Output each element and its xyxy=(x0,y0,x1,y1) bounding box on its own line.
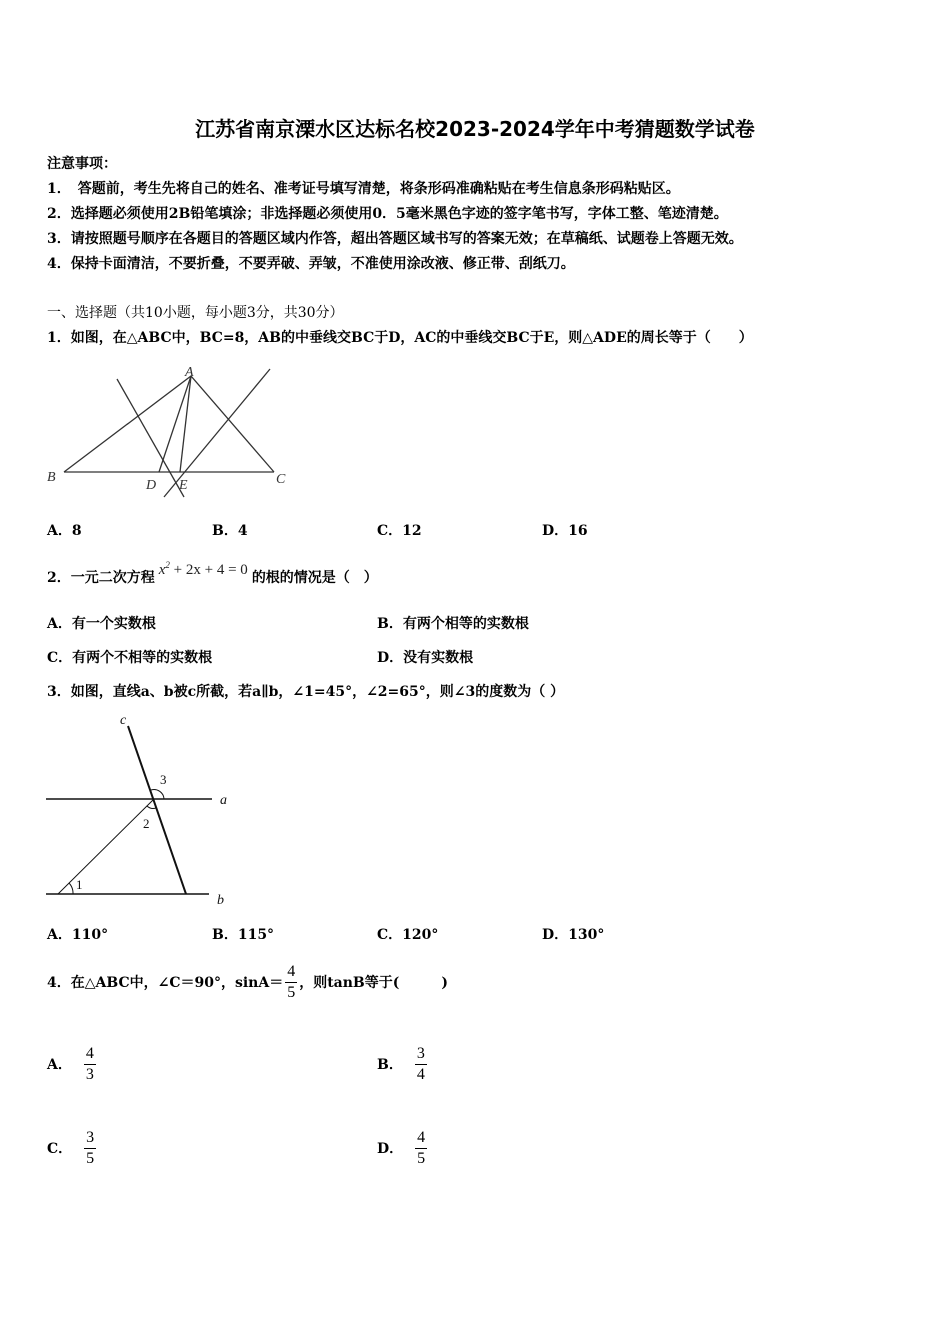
label-line-c: c xyxy=(120,713,127,728)
label-angle-3: 3 xyxy=(160,772,167,787)
segment-ab xyxy=(64,376,191,472)
option-fraction xyxy=(415,1044,427,1085)
segment-ac xyxy=(191,376,274,472)
q4-option-c[interactable] xyxy=(47,1126,96,1170)
label-line-a: a xyxy=(220,793,227,808)
label-c: C xyxy=(276,472,286,487)
question-4-suffix: ，则tanB等于( ) xyxy=(299,975,449,991)
option-fraction xyxy=(84,1128,96,1169)
q4-option-d[interactable] xyxy=(377,1126,427,1170)
option-letter: D． xyxy=(377,1141,404,1157)
option-fraction xyxy=(415,1128,427,1169)
angle-2-arc xyxy=(147,806,156,808)
section-heading: 一、选择题（共10小题，每小题3分，共30分） xyxy=(47,305,344,321)
question-3-figure xyxy=(44,710,244,910)
fraction-denominator: 4 xyxy=(416,1065,425,1083)
line-c xyxy=(128,726,186,894)
fraction-numerator: 3 xyxy=(86,1128,95,1146)
segment-ad xyxy=(159,376,191,472)
equation-variable: x xyxy=(158,562,166,578)
option-letter: B． xyxy=(377,1057,403,1073)
question-1-text: 1．如图，在△ABC中，BC=8，AB的中垂线交BC于D，AC的中垂线交BC于E，则△ADE的周长等于（ ） xyxy=(47,330,753,346)
quadratic-equation xyxy=(159,562,248,578)
q1-option-b[interactable]: B．4 xyxy=(212,523,248,539)
label-angle-1: 1 xyxy=(76,877,83,892)
option-letter: A． xyxy=(47,1057,72,1073)
fraction-numerator: 3 xyxy=(416,1044,425,1062)
q3-option-d[interactable]: D．130° xyxy=(542,927,605,943)
q3-option-c[interactable]: C．120° xyxy=(377,927,439,943)
question-2-suffix: 的根的情况是（ ） xyxy=(251,570,378,586)
label-angle-2: 2 xyxy=(143,816,150,831)
label-b: B xyxy=(47,470,56,485)
q3-option-b[interactable]: B．115° xyxy=(212,927,275,943)
q1-option-d[interactable]: D．16 xyxy=(542,523,588,539)
q2-option-b[interactable]: B．有两个相等的实数根 xyxy=(377,616,529,632)
fraction-denominator: 5 xyxy=(86,1149,95,1167)
q4-option-b[interactable] xyxy=(377,1042,427,1086)
label-line-b: b xyxy=(217,893,224,908)
angle-1-arc xyxy=(69,883,73,894)
question-2-prefix: 2．一元二次方程 xyxy=(47,570,155,586)
fraction-numerator: 4 xyxy=(287,962,296,980)
fraction-denominator: 5 xyxy=(287,983,296,1001)
notice-item: 2．选择题必须使用2B铅笔填涂；非选择题必须使用0．5毫米黑色字迹的签字笔书写，字体工整、笔迹清楚。 xyxy=(47,206,728,222)
fraction-denominator: 5 xyxy=(417,1149,426,1167)
option-letter: C． xyxy=(47,1141,73,1157)
question-3-text: 3．如图，直线a、b被c所截，若a∥b，∠1=45°，∠2=65°，则∠3的度数为（ ） xyxy=(47,684,565,700)
notice-heading: 注意事项： xyxy=(47,156,117,172)
q1-option-a[interactable]: A．8 xyxy=(47,523,82,539)
equation-exponent: 2 xyxy=(165,560,170,570)
q4-option-a[interactable] xyxy=(47,1042,96,1086)
label-e: E xyxy=(179,478,188,493)
segment-ae xyxy=(180,376,191,472)
question-4-prefix: 4．在△ABC中，∠C＝90°，sinA＝ xyxy=(47,975,284,991)
q3-option-a[interactable]: A．110° xyxy=(47,927,109,943)
notice-item: 4．保持卡面清洁，不要折叠，不要弄破、弄皱，不准使用涂改液、修正带、刮纸刀。 xyxy=(47,256,575,272)
option-fraction xyxy=(84,1044,96,1085)
notice-item: 1． 答题前，考生先将自己的姓名、准考证号填写清楚，将条形码准确粘贴在考生信息条形码粘贴区。 xyxy=(47,181,680,197)
q2-option-a[interactable]: A．有一个实数根 xyxy=(47,616,156,632)
q1-option-c[interactable]: C．12 xyxy=(377,523,422,539)
question-4-text xyxy=(47,960,448,1004)
label-a: A xyxy=(185,365,194,380)
transversal-segment xyxy=(58,799,154,894)
fraction-numerator: 4 xyxy=(417,1128,426,1146)
fraction-denominator: 3 xyxy=(85,1065,94,1083)
q2-option-c[interactable]: C．有两个不相等的实数根 xyxy=(47,650,213,666)
fraction-numerator: 4 xyxy=(85,1044,94,1062)
q2-option-d[interactable]: D．没有实数根 xyxy=(377,650,474,666)
equation-rest: + 2x + 4 = 0 xyxy=(173,562,248,578)
question-1-figure xyxy=(44,364,290,500)
sin-a-fraction xyxy=(285,962,297,1003)
notice-item: 3．请按照题号顺序在各题目的答题区域内作答，超出答题区域书写的答案无效；在草稿纸、试题卷上答题无效。 xyxy=(47,231,743,247)
label-d: D xyxy=(146,478,157,493)
question-2-text xyxy=(47,560,378,587)
page-title: 江苏省南京溧水区达标名校2023-2024学年中考猜题数学试卷 xyxy=(195,117,755,141)
